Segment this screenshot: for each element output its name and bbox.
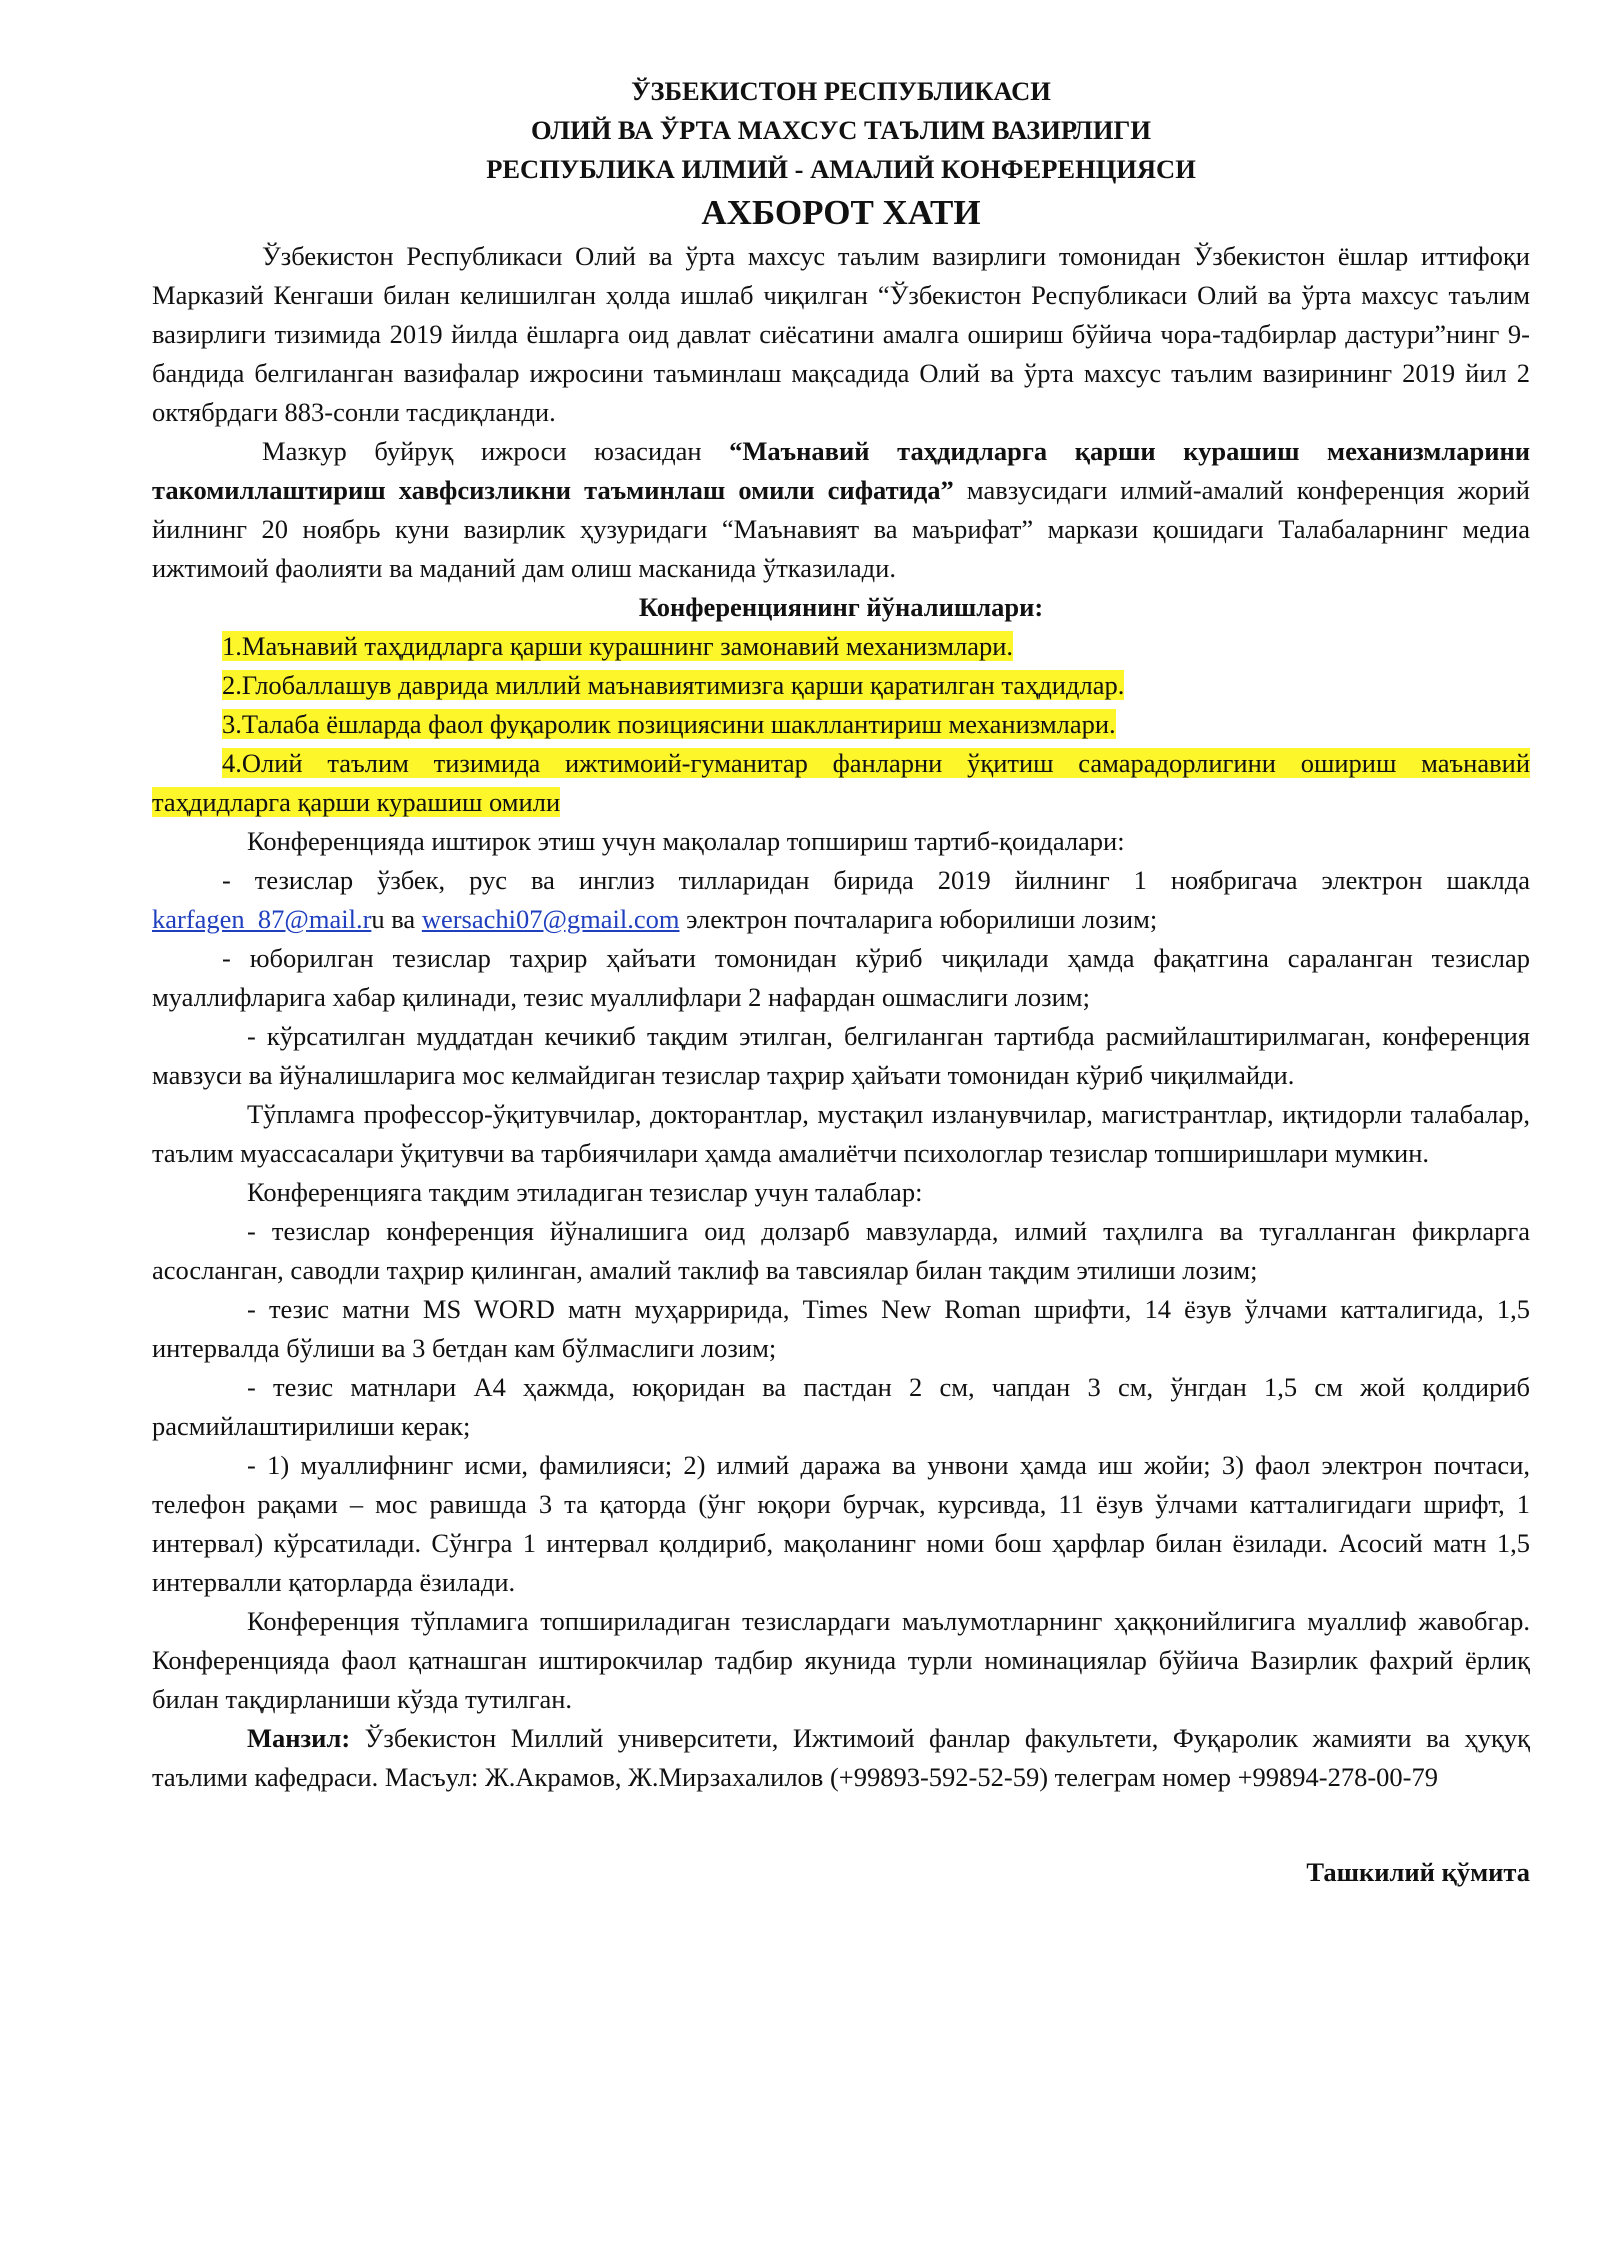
email-link-1[interactable]: karfagen_87@mail.r	[152, 904, 372, 934]
document-title: АХБОРОТ ХАТИ	[701, 193, 981, 232]
order-text-before: Мазкур буйруқ ижроси юзасидан	[262, 436, 730, 466]
direction-item-4	[152, 744, 1530, 822]
direction-item-4-text: 4.Олий таълим тизимида ижтимоий-гуманитар фанларни ўқитиш самарадорлигини ошириш маънавий таҳдидларга қарши курашиш омили	[152, 748, 1530, 817]
rule-1	[152, 861, 1530, 939]
requirement-3: - тезис матнлари А4 ҳажмда, юқоридан ва пастдан 2 см, чапдан 3 см, ўнгдан 1,5 см жой қолдириб расмийлаштирилиши керак;	[152, 1372, 1530, 1441]
directions-heading: Конференциянинг йўналишлари:	[638, 592, 1044, 622]
participants-paragraph: Тўпламга профессор-ўқитувчилар, докторантлар, мустақил изланувчилар, магистрантлар, иқтидорли талабалар, таълим муассасалари ўқитувчи ва тарбиячилари ҳамда амалиётчи психологлар тезислар топширишлари мумкин.	[152, 1099, 1530, 1168]
header-line-3: РЕСПУБЛИКА ИЛМИЙ - АМАЛИЙ КОНФЕРЕНЦИЯСИ	[486, 154, 1196, 184]
direction-item-1-text: 1.Маънавий таҳдидларга қарши курашнинг замонавий механизмлари.	[222, 631, 1014, 661]
email-link-2[interactable]: wersachi07@gmail.com	[421, 904, 680, 934]
requirements-heading: Конференцияга тақдим этиладиган тезислар учун талаблар:	[247, 1177, 923, 1207]
header-line-2: ОЛИЙ ВА ЎРТА МАХСУС ТАЪЛИМ ВАЗИРЛИГИ	[531, 115, 1151, 145]
signature: Ташкилий қўмита	[1306, 1857, 1530, 1887]
requirement-4: - 1) муаллифнинг исми, фамилияси; 2) илмий даража ва унвони ҳамда иш жойи; 3) фаол электрон почтаси, телефон рақами – мос равишда 3 та қаторда (ўнг юқори бурчак, курсивда, 11 ёзув ўлчами катталигидаги шрифт, 1 интервал) кўрсатилади. Сўнгра 1 интервал қолдириб, мақоланинг номи бош ҳарфлар билан ёзилади. Асосий матн 1,5 интервалли қаторларда ёзилади.	[152, 1450, 1530, 1597]
conference-topic: “Маънавий таҳдидларга қарши курашиш механизмларини такомиллаштириш хавфсизликни таъминлаш омили сифатида”	[152, 436, 1531, 505]
header-line-1: ЎЗБЕКИСТОН РЕСПУБЛИКАСИ	[631, 76, 1051, 106]
direction-item-3-text: 3.Талаба ёшларда фаол фуқаролик позициясини шакллантириш механизмлари.	[222, 709, 1116, 739]
rule-1-mid: ва	[384, 904, 422, 934]
address-text: Ўзбекистон Миллий университети, Ижтимоий фанлар факультети, Фуқаролик жамияти ва ҳуқуқ таълими кафедраси. Масъул: Ж.Акрамов, Ж.Мирзахалилов (+99893-592-52-59) телеграм номер +99894-278-00-79	[152, 1723, 1530, 1792]
rule-1-after: электрон почталарига юборилиши лозим;	[679, 904, 1158, 934]
direction-item-2-text: 2.Глобаллашув даврида миллий маънавиятимизга қарши қаратилган таҳдидлар.	[222, 670, 1125, 700]
address-label: Манзил:	[247, 1723, 351, 1753]
rule-1-before: - тезислар ўзбек, рус ва инглиз тилларидан бирида 2019 йилнинг 1 ноябригача электрон шаклда	[222, 865, 1530, 895]
direction-item-1	[152, 627, 1530, 666]
requirement-1: - тезислар конференция йўналишига оид долзарб мавзуларда, илмий таҳлилга ва тугалланган фикрларга асосланган, саводли таҳрир қилинган, амалий таклиф ва тавсиялар билан тақдим этилиши лозим;	[152, 1216, 1530, 1285]
responsibility-paragraph: Конференция тўпламига топшириладиган тезислардаги маълумотларнинг ҳаққонийлигига муаллиф жавобгар. Конференцияда фаол қатнашган иштирокчилар тадбир якунида турли номинациялар бўйича Вазирлик фахрий ёрлиқ билан тақдирланиши кўзда тутилган.	[152, 1606, 1530, 1714]
requirement-2: - тезис матни MS WORD матн муҳарририда, Times New Roman шрифти, 14 ёзув ўлчами катталигида, 1,5 интервалда бўлиши ва 3 бетдан кам бўлмаслиги лозим;	[152, 1294, 1530, 1363]
rule-2: - юборилган тезислар таҳрир ҳайъати томонидан кўриб чиқилади ҳамда фақатгина сараланган тезислар муаллифларига хабар қилинади, тезис муаллифлари 2 нафардан ошмаслиги лозим;	[152, 943, 1530, 1012]
email-link-1-tail: u	[371, 904, 385, 934]
intro-paragraph: Ўзбекистон Республикаси Олий ва ўрта махсус таълим вазирлиги томонидан Ўзбекистон ёшлар иттифоқи Марказий Кенгаши билан келишилган ҳолда ишлаб чиқилган “Ўзбекистон Республикаси Олий ва ўрта махсус таълим вазирлиги тизимида 2019 йилда ёшларга оид давлат сиёсатини амалга ошириш бўйича чора-тадбирлар дастури”нинг 9-бандида белгиланган вазифалар ижросини таъминлаш мақсадида Олий ва ўрта махсус таълим вазирининг 2019 йил 2 октябрдаги 883-сонли тасдиқланди.	[152, 241, 1530, 427]
order-text-after: мавзусидаги илмий-амалий конференция жорий йилнинг 20 ноябрь куни вазирлик ҳузуридаги “Маънавият ва маърифат” маркази қошидаги Талабаларнинг медиа ижтимоий фаолияти ва маданий дам олиш масканида ўтказилади.	[152, 475, 1530, 583]
rule-3: - кўрсатилган муддатдан кечикиб тақдим этилган, белгиланган тартибда расмийлаштирилмаган, конференция мавзуси ва йўналишларига мос келмайдиган тезислар таҳрир ҳайъати томонидан кўриб чиқилмайди.	[152, 1021, 1530, 1090]
order-paragraph	[152, 432, 1530, 588]
direction-item-2	[152, 666, 1530, 705]
rules-heading: Конференцияда иштирок этиш учун мақолалар топшириш тартиб-қоидалари:	[247, 826, 1125, 856]
address-paragraph	[152, 1719, 1530, 1797]
direction-item-3	[152, 705, 1530, 744]
